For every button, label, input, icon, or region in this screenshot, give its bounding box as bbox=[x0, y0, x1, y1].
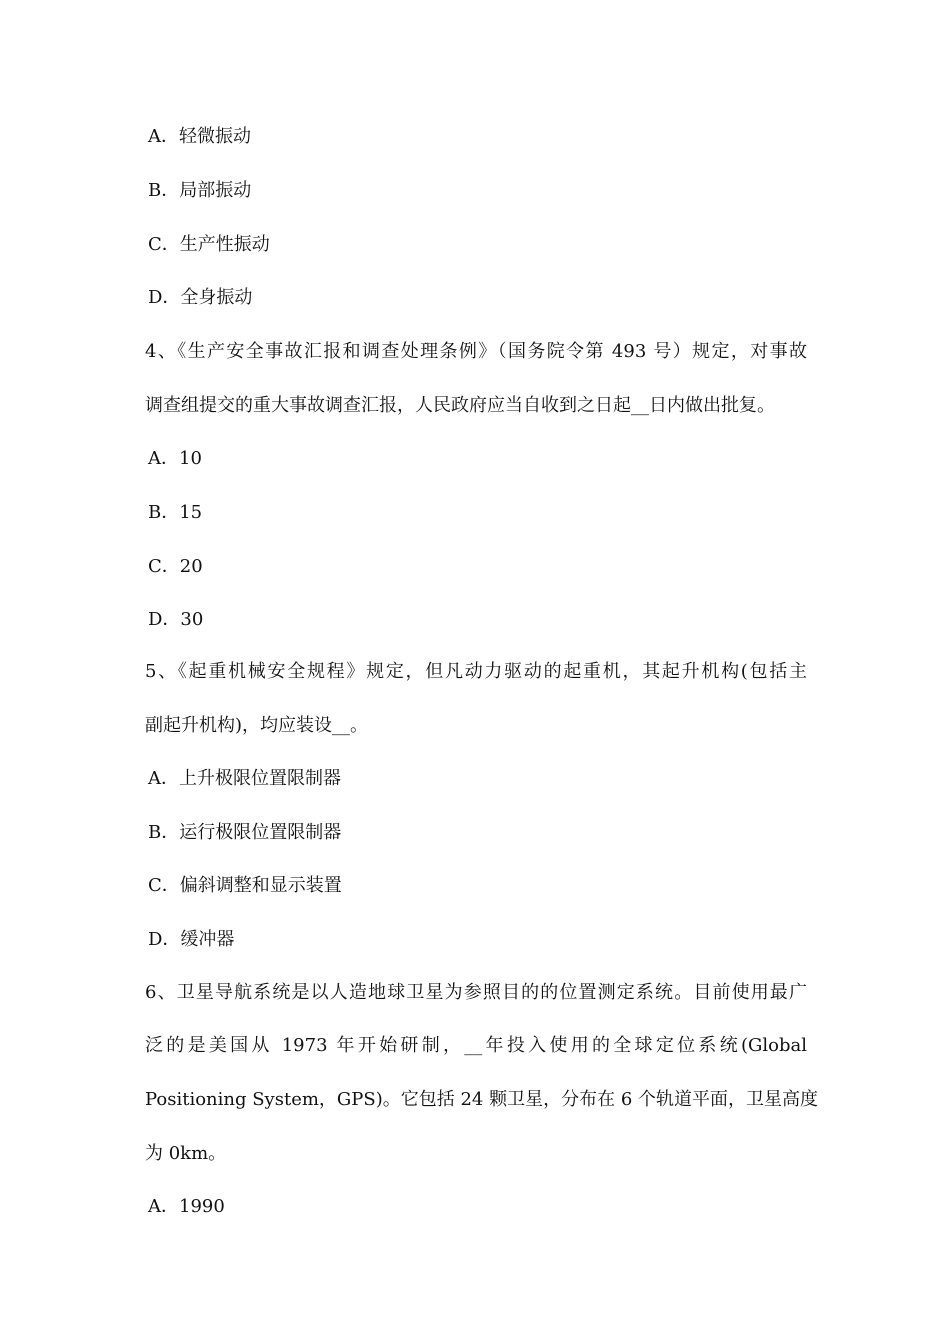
q3-option-d: D．全身振动 bbox=[148, 287, 253, 308]
q6-option-a: A．1990 bbox=[148, 1196, 225, 1217]
q4-option-c: C．20 bbox=[148, 556, 203, 577]
q4-option-b: B．15 bbox=[148, 502, 203, 523]
q5-option-a: A．上升极限位置限制器 bbox=[148, 768, 341, 789]
q5-option-c: C．偏斜调整和显示装置 bbox=[148, 875, 342, 896]
q4-option-a: A．10 bbox=[148, 448, 202, 469]
q4-stem-line1: 4、《生产安全事故汇报和调查处理条例》（国务院令第 493 号）规定，对事故 bbox=[145, 341, 807, 362]
q3-option-c: C．生产性振动 bbox=[148, 234, 270, 255]
q6-stem-line3: Positioning System，GPS)。它包括 24 颗卫星，分布在 6 个轨道平面，卫星高度 bbox=[145, 1089, 819, 1110]
q5-stem-line1: 5、《起重机械安全规程》规定，但凡动力驱动的起重机，其起升机构(包括主 bbox=[145, 661, 807, 682]
q5-option-b: B．运行极限位置限制器 bbox=[148, 822, 342, 843]
q3-option-b: B．局部振动 bbox=[148, 180, 252, 201]
q5-stem-line2: 副起升机构)，均应装设__。 bbox=[145, 715, 369, 736]
q5-option-d: D．缓冲器 bbox=[148, 929, 235, 950]
q6-stem-line1: 6、卫星导航系统是以人造地球卫星为参照目的的位置测定系统。目前使用最广 bbox=[145, 982, 807, 1003]
q6-stem-line2: 泛的是美国从 1973 年开始研制，__年投入使用的全球定位系统(Global bbox=[145, 1035, 807, 1056]
q3-option-a: A．轻微振动 bbox=[148, 126, 251, 147]
q4-stem-line2: 调查组提交的重大事故调查汇报，人民政府应当自收到之日起__日内做出批复。 bbox=[145, 395, 775, 416]
q6-stem-line4: 为 0km。 bbox=[145, 1143, 227, 1164]
q4-option-d: D．30 bbox=[148, 609, 204, 630]
